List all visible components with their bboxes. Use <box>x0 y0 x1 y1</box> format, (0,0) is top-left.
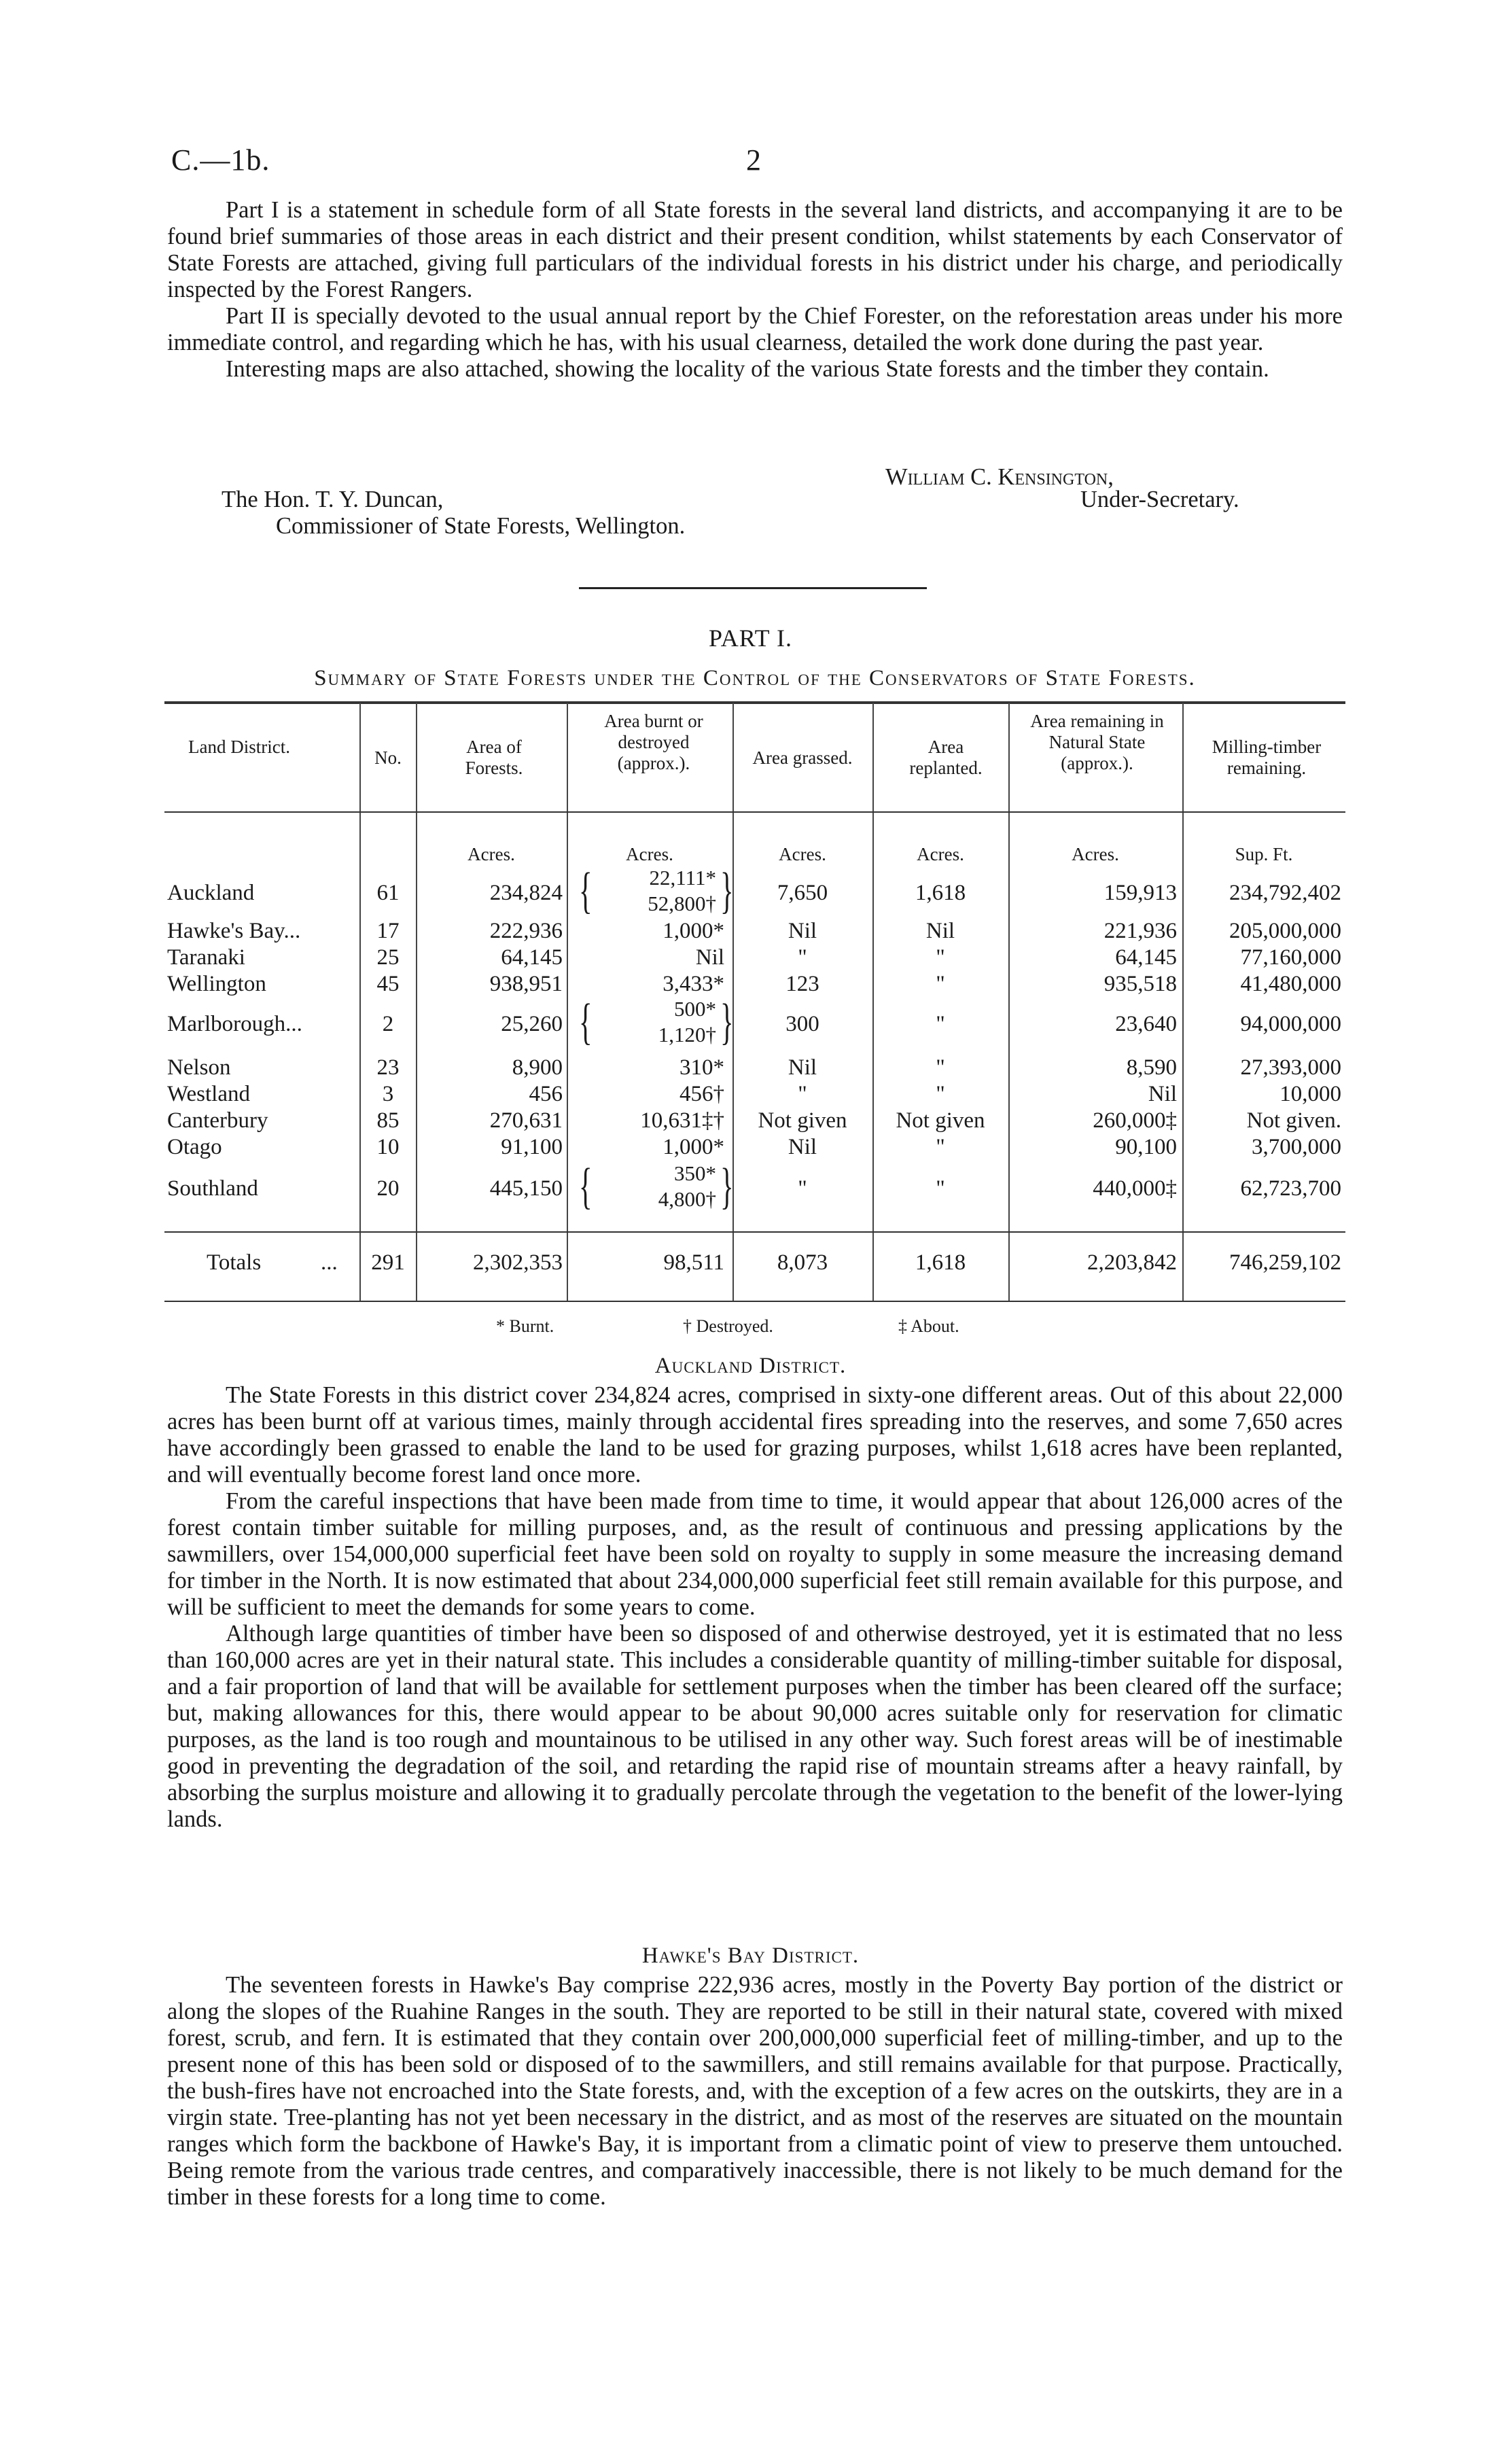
row-replanted: " <box>936 972 945 996</box>
row-district: Canterbury <box>167 1108 268 1133</box>
part-title: PART I. <box>709 624 792 652</box>
intro-paragraph: Part II is specially devoted to the usual annual report by the Chief Forester, on the reforestation areas under his more immediate control, and regarding which he has, with his usual clearness, detailed the work done during the past year. <box>167 303 1343 355</box>
row-replanted: " <box>936 1082 945 1106</box>
auckland-paragraph: From the careful inspections that have been made from time to time, it would appear that about 126,000 acres of the forest contain timber suitable for milling purposes, and, as the result of continuous and pressing applications by the sawmillers, over 154,000,000 superficial feet have been sold on royalty to supply in some measure the increasing demand for timber in the North. It is now estimated that about 234,000,000 superficial feet still remain available for this purpose, and will be sufficient to meet the demands for some years to come. <box>167 1488 1343 1620</box>
row-forests: 270,631 <box>489 1108 563 1133</box>
row-forests: 64,145 <box>501 945 563 970</box>
totals-forests: 2,302,353 <box>473 1250 563 1275</box>
row-grassed: " <box>798 945 807 970</box>
row-no: 25 <box>376 945 400 970</box>
signatory-title: Under-Secretary. <box>1080 487 1239 512</box>
row-forests: 445,150 <box>489 1176 563 1201</box>
intro-paragraph: Part I is a statement in schedule form of all State forests in the several land districts, and accompanying it are to be found brief summaries of those areas in each district and their present condition, whilst statements by each Conservator of State Forests are attached, giving full particulars of the individual forests in his district under his charge, and periodically inspected by the Forest Rangers. <box>167 197 1343 302</box>
row-grassed: 123 <box>785 972 819 996</box>
totals-no: 291 <box>371 1250 405 1275</box>
brace-left: { <box>578 863 593 919</box>
auckland-paragraph: The State Forests in this district cover 234,824 acres, comprised in sixty-one different areas. Out of this about 22,000 acres has been burnt off at various times, mainly through accidental fires spreading into the reserves, and some 7,650 acres have accordingly been grassed to enable the land to be used for grazing purposes, whilst 1,618 acres have been replanted, and will eventually become forest land once more. <box>167 1382 1343 1488</box>
row-burnt: 3,433* <box>663 972 724 996</box>
brace-right: } <box>720 863 734 919</box>
row-natural: 260,000‡ <box>1093 1108 1177 1133</box>
column-rule <box>1182 703 1184 1301</box>
auckland-paragraph: Although large quantities of timber have been so disposed of and otherwise destroyed, yet it is estimated that no less than 160,000 acres are yet in their natural state. This includes a considerable quantity of milling-timber suitable for disposal, and a fair proportion of land that will be available for settlement purposes when the timber has been cleared off the surface; but, making allowances for this, there would appear to be about 90,000 acres suitable only for reservation for climatic purposes, as the land is too rough and mountainous to be utilised in any other way. Such forest areas will be of inestimable good in preventing the degradation of the soil, and retarding the rapid rise of mountain streams after a heavy rainfall, by absorbing the surplus moisture and allowing it to gradually percolate through the vegetation to the benefit of the lower-lying lands. <box>167 1621 1343 1832</box>
row-forests: 8,900 <box>512 1055 563 1080</box>
row-burnt: 1,000* <box>663 919 724 943</box>
col-header-area-forests: Area of Forests. <box>465 737 523 778</box>
row-natural: 440,000‡ <box>1093 1176 1177 1201</box>
addressee-title: Commissioner of State Forests, Wellington. <box>276 513 686 539</box>
totals-dots: ... <box>321 1250 338 1275</box>
hawkes-bay-text <box>167 1972 1343 2211</box>
row-timber: 94,000,000 <box>1240 1012 1341 1036</box>
row-no: 45 <box>376 972 400 996</box>
row-natural: 23,640 <box>1115 1012 1177 1036</box>
row-forests: 222,936 <box>489 919 563 943</box>
column-rule <box>1008 703 1010 1301</box>
row-burnt: 22,111* <box>649 866 716 890</box>
row-replanted: " <box>936 1176 945 1201</box>
row-grassed: Not given <box>758 1108 847 1133</box>
row-timber: 41,480,000 <box>1240 972 1341 996</box>
totals-burnt: 98,511 <box>663 1250 724 1275</box>
col-header-area-burnt: Area burnt or destroyed (approx.). <box>604 711 703 773</box>
row-natural: Nil <box>1148 1082 1177 1106</box>
addressee-name: The Hon. T. Y. Duncan, <box>222 487 444 512</box>
auckland-text <box>167 1382 1343 1833</box>
unit-label: Sup. Ft. <box>1235 844 1293 864</box>
column-rule <box>359 703 361 1301</box>
row-district: Hawke's Bay... <box>167 919 301 943</box>
row-replanted: " <box>936 1135 945 1159</box>
row-no: 10 <box>376 1135 400 1159</box>
row-replanted: 1,618 <box>915 881 966 905</box>
col-header-district: Land District. <box>188 737 290 757</box>
summary-table <box>164 699 1345 1310</box>
row-no: 3 <box>382 1082 394 1106</box>
row-timber: 27,393,000 <box>1240 1055 1341 1080</box>
row-district: Southland <box>167 1176 258 1201</box>
row-burnt: 350* <box>674 1161 716 1185</box>
unit-label: Acres. <box>467 844 515 864</box>
document-code: C.—1b. <box>171 143 270 177</box>
col-header-area-natural: Area remaining in Natural State (approx.). <box>1030 711 1164 773</box>
table-top-rule-double <box>164 703 1345 704</box>
hawkes-bay-paragraph: The seventeen forests in Hawke's Bay comprise 222,936 acres, mostly in the Poverty Bay portion of the district or along the slopes of the Ruahine Ranges in the south. They are reported to be still in their natural state, covered with mixed forest, scrub, and fern. It is estimated that they contain over 200,000,000 superficial feet of milling-timber, and up to the present none of this has been sold or disposed of to the sawmillers, and still remains available for that purpose. Practically, the bush-fires have not encroached into the State forests, and, with the exception of a few acres on the outskirts, they are in a virgin state. Tree-planting has not yet been necessary in the district, and as most of the reserves are situated on the mountain ranges which form the backbone of Hawke's Bay, it is important from a climatic point of view to preserve them untouched. Being remote from the various trade centres, and comparatively inaccessible, there is not likely to be much demand for the timber in these forests for a long time to come. <box>167 1972 1343 2210</box>
row-replanted: " <box>936 945 945 970</box>
row-district: Wellington <box>167 972 266 996</box>
row-natural: 64,145 <box>1115 945 1177 970</box>
footnote-burnt: * Burnt. <box>496 1316 554 1336</box>
row-replanted: Not given <box>896 1108 985 1133</box>
row-no: 17 <box>376 919 400 943</box>
row-district: Taranaki <box>167 945 245 970</box>
row-no: 20 <box>376 1176 400 1201</box>
signatory-name: William C. Kensington, <box>885 464 1114 490</box>
auckland-heading: Auckland District. <box>654 1354 847 1378</box>
row-district: Auckland <box>167 881 255 905</box>
intro-paragraph: Interesting maps are also attached, showing the locality of the various State forests and the timber they contain. <box>226 356 1269 382</box>
row-district: Nelson <box>167 1055 231 1080</box>
row-natural: 159,913 <box>1103 881 1177 905</box>
row-forests: 234,824 <box>489 881 563 905</box>
col-header-milling-timber: Milling-timber remaining. <box>1212 737 1322 778</box>
row-burnt: 310* <box>679 1055 724 1080</box>
row-timber: Not given. <box>1246 1108 1341 1133</box>
row-burnt: 500* <box>674 997 716 1021</box>
row-district: Otago <box>167 1135 222 1159</box>
row-natural: 221,936 <box>1103 919 1177 943</box>
totals-rule <box>164 1231 1345 1233</box>
row-replanted: " <box>936 1055 945 1080</box>
row-natural: 8,590 <box>1126 1055 1177 1080</box>
row-timber: 77,160,000 <box>1240 945 1341 970</box>
page-number: 2 <box>746 143 761 177</box>
row-no: 61 <box>376 881 400 905</box>
row-natural: 935,518 <box>1103 972 1177 996</box>
footnote-destroyed: † Destroyed. <box>683 1316 773 1336</box>
col-header-no: No. <box>374 747 402 768</box>
row-no: 85 <box>376 1108 400 1133</box>
row-grassed: 300 <box>785 1012 819 1036</box>
intro-text <box>167 197 1343 383</box>
header-rule <box>164 811 1345 813</box>
unit-label: Acres. <box>1072 844 1119 864</box>
row-grassed: 7,650 <box>777 881 828 905</box>
column-rule <box>416 703 417 1301</box>
row-grassed: Nil <box>788 1135 817 1159</box>
row-timber: 10,000 <box>1279 1082 1341 1106</box>
row-replanted: " <box>936 1012 945 1036</box>
row-no: 2 <box>382 1012 394 1036</box>
row-burnt: 1,000* <box>663 1135 724 1159</box>
row-timber: 62,723,700 <box>1240 1176 1341 1201</box>
row-grassed: Nil <box>788 919 817 943</box>
row-replanted: Nil <box>925 919 955 943</box>
row-burnt: 10,631‡† <box>640 1108 724 1133</box>
row-burnt-destroyed: 4,800† <box>658 1187 716 1211</box>
column-rule <box>872 703 874 1301</box>
row-district: Westland <box>167 1082 250 1106</box>
summary-title: Summary of State Forests under the Control of the Conservators of State Forests. <box>314 666 1196 690</box>
row-forests: 25,260 <box>501 1012 563 1036</box>
row-timber: 205,000,000 <box>1229 919 1341 943</box>
column-rule <box>567 703 568 1301</box>
totals-natural: 2,203,842 <box>1087 1250 1177 1275</box>
col-header-area-replanted: Area replanted. <box>909 737 983 778</box>
hawkes-bay-heading: Hawke's Bay District. <box>641 1943 860 1968</box>
footnote-about: ‡ About. <box>898 1316 959 1336</box>
totals-replanted: 1,618 <box>915 1250 966 1275</box>
table-bottom-rule <box>164 1301 1345 1302</box>
row-forests: 91,100 <box>501 1135 563 1159</box>
row-no: 23 <box>376 1055 400 1080</box>
section-divider <box>579 587 927 589</box>
row-grassed: " <box>798 1082 807 1106</box>
row-timber: 3,700,000 <box>1252 1135 1341 1159</box>
row-burnt: Nil <box>695 945 724 970</box>
col-header-area-grassed: Area grassed. <box>752 747 853 768</box>
totals-timber: 746,259,102 <box>1229 1250 1341 1275</box>
row-district: Marlborough... <box>167 1012 302 1036</box>
row-natural: 90,100 <box>1115 1135 1177 1159</box>
brace-left: { <box>578 1159 593 1214</box>
brace-right: } <box>720 1159 734 1214</box>
row-forests: 938,951 <box>489 972 563 996</box>
unit-label: Acres. <box>779 844 826 864</box>
row-burnt-destroyed: 1,120† <box>658 1023 716 1046</box>
brace-left: { <box>578 994 593 1050</box>
row-burnt-destroyed: 52,800† <box>648 892 716 915</box>
row-grassed: Nil <box>788 1055 817 1080</box>
unit-label: Acres. <box>917 844 964 864</box>
totals-grassed: 8,073 <box>777 1250 828 1275</box>
unit-label: Acres. <box>626 844 673 864</box>
row-forests: 456 <box>529 1082 563 1106</box>
row-timber: 234,792,402 <box>1229 881 1341 905</box>
totals-label: Totals <box>207 1250 262 1275</box>
row-burnt: 456† <box>679 1082 724 1106</box>
row-grassed: " <box>798 1176 807 1201</box>
brace-right: } <box>720 994 734 1050</box>
